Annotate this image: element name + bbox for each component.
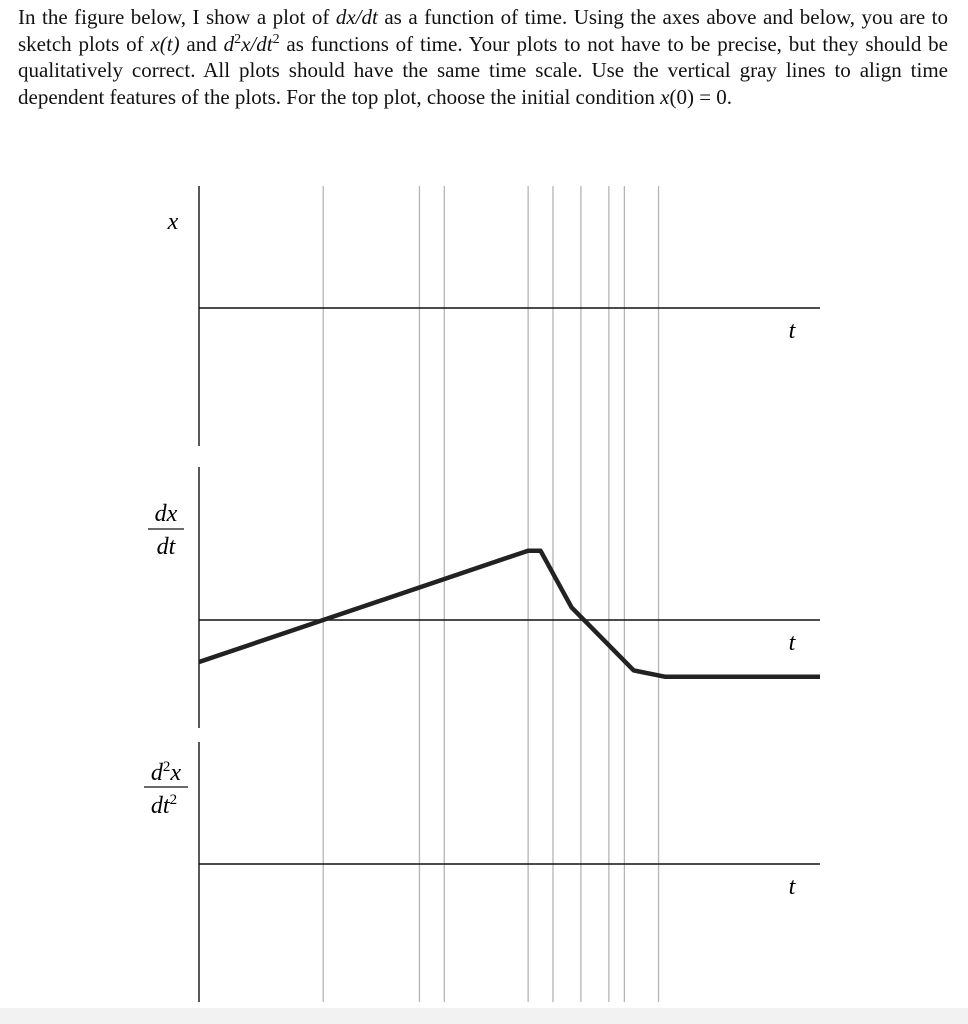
dxdt-ylabel-denominator: dt [156, 534, 176, 560]
dxdt-ylabel-numerator: dx [154, 501, 178, 527]
math-dxdt: dx/dt [335, 5, 378, 29]
math-sup-1: 2 [234, 31, 242, 47]
problem-text-4: as functions of time. Your plots to not have to be precise, but they should be qualitatively correct. All plots should have the same time scale. Use the vertical gray lines to align time dependent features of the plots. For the top plot, choose the initial condition [18, 31, 949, 109]
problem-text-1: In the figure below, I show a plot of [18, 5, 336, 29]
math-x0-b: (0) = 0. [669, 84, 733, 109]
math-d2x-a: d [223, 31, 235, 56]
d2xdt2-ylabel-denominator [151, 792, 177, 819]
dxdt-curve [199, 551, 820, 677]
d2xdt2-plot-tlabel: t [788, 874, 796, 900]
d2xdt2-num-x: x [170, 760, 182, 786]
problem-text-2: as a function of time. Using the axes above and below, you are to sketch plots of [18, 5, 948, 56]
math-d2x-b: x/dt [241, 31, 273, 56]
d2xdt2-den-dt: dt [150, 793, 170, 819]
x-plot-ylabel: x [167, 209, 179, 235]
d2xdt2-den-sup: 2 [169, 792, 178, 808]
d2xdt2-num-sup: 2 [162, 759, 171, 775]
math-xt: x(t) [150, 31, 180, 56]
d2xdt2-ylabel-numerator [151, 759, 182, 786]
x-plot-tlabel: t [788, 318, 796, 344]
math-x0: x [660, 84, 670, 109]
dxdt-plot-tlabel: t [788, 630, 796, 656]
footer-bar [0, 1008, 968, 1024]
d2xdt2-num-d: d [150, 760, 163, 786]
math-sup-2: 2 [272, 31, 280, 47]
problem-text-3: and [179, 31, 224, 56]
